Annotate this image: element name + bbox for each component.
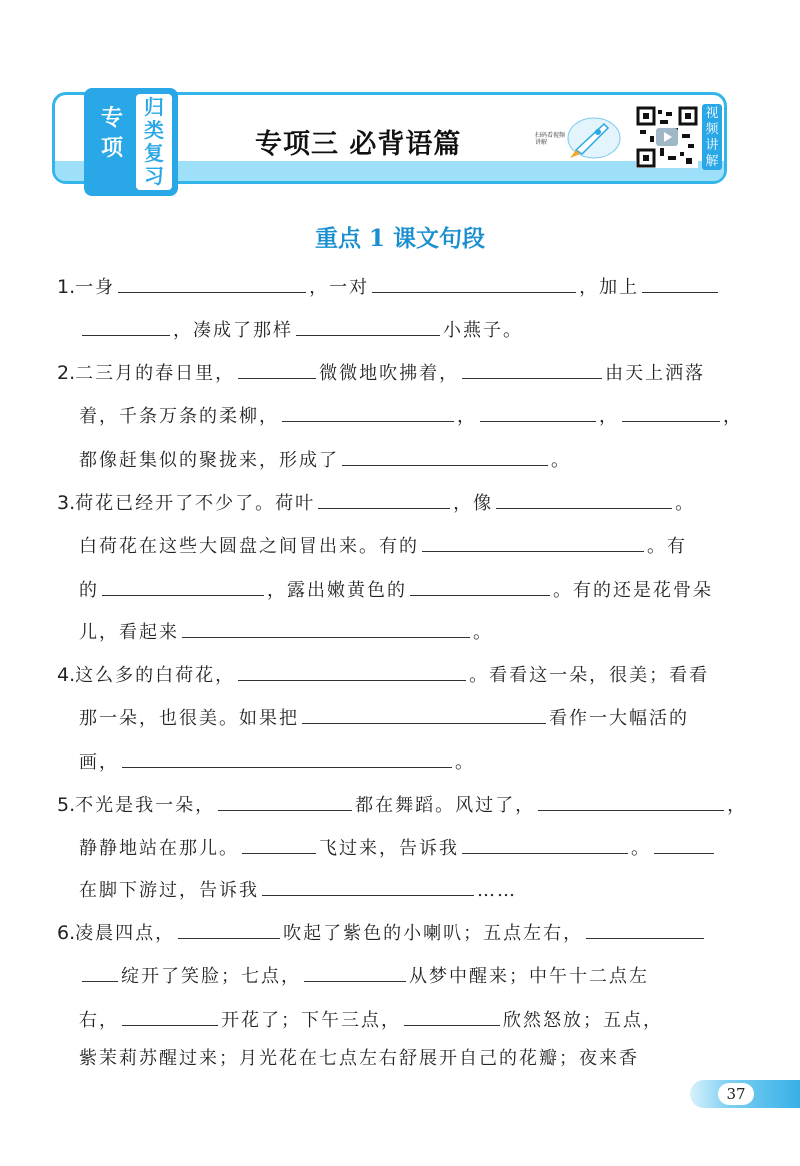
fill-blank[interactable] xyxy=(262,877,474,896)
question-number: 4. xyxy=(57,664,76,686)
fill-blank[interactable] xyxy=(304,963,406,982)
q6-line-3 xyxy=(79,1006,740,1036)
qr-caption: 扫码看视频讲解 xyxy=(535,132,566,146)
q-text: 欣然怒放；五点， xyxy=(503,1010,663,1031)
q-text: 不光是我一朵， xyxy=(75,795,216,816)
fill-blank[interactable] xyxy=(496,490,672,509)
q4-line-2 xyxy=(79,704,740,734)
fill-blank[interactable] xyxy=(178,920,280,939)
tag-sub-char: 复 xyxy=(144,141,164,165)
fill-blank[interactable] xyxy=(372,274,576,293)
q-text: 开花了；下午三点， xyxy=(221,1010,401,1031)
q-text: ，像 xyxy=(453,493,494,514)
q-text: 由天上洒落 xyxy=(605,363,706,384)
q-text: ，露出嫩黄色的 xyxy=(267,580,407,601)
question-number: 1. xyxy=(57,276,76,298)
q-text: ， xyxy=(727,795,748,816)
q-text: 看作一大幅活的 xyxy=(549,708,689,729)
q2-line-3 xyxy=(79,446,740,476)
q-text: 。有 xyxy=(647,536,687,557)
fill-blank[interactable] xyxy=(282,403,454,422)
q-text: ， xyxy=(723,406,743,427)
fill-blank[interactable] xyxy=(622,403,720,422)
video-tag-char: 解 xyxy=(705,154,719,169)
q-text: 都在舞蹈。风过了， xyxy=(355,795,536,816)
qr-code-icon[interactable] xyxy=(636,106,698,168)
question-number: 3. xyxy=(57,492,76,514)
fill-blank[interactable] xyxy=(342,447,548,466)
q-text: 画， xyxy=(79,752,119,773)
q-text: 吹起了紫色的小喇叭；五点左右， xyxy=(283,923,584,944)
q-text: 凌晨四点， xyxy=(75,923,176,944)
video-tag-char: 视 xyxy=(705,106,719,121)
tag-main-char: 专 xyxy=(100,106,123,131)
q-text: 。 xyxy=(631,838,651,859)
q5-line-3 xyxy=(79,876,740,906)
q5-line-1 xyxy=(57,790,748,820)
q6-line-4 xyxy=(79,1044,740,1074)
q-text: 。 xyxy=(675,493,696,514)
q-text: 。 xyxy=(551,450,571,471)
q-text: 静静地站在那儿。 xyxy=(79,838,239,859)
q-text: ，一对 xyxy=(309,277,370,298)
rocket-icon xyxy=(562,112,622,164)
q-text: 着，千条万条的柔柳， xyxy=(79,406,279,427)
q-text: 二三月的春日里， xyxy=(75,363,236,384)
q-text: ，加上 xyxy=(579,277,640,298)
fill-blank[interactable] xyxy=(218,792,352,811)
q-text: 那一朵，也很美。如果把 xyxy=(79,708,299,729)
video-tag-char: 讲 xyxy=(705,138,719,153)
category-tag-main xyxy=(92,104,132,164)
category-tag-sub xyxy=(138,96,170,188)
fill-blank[interactable] xyxy=(82,317,170,336)
q-text: 。 xyxy=(455,752,475,773)
fill-blank[interactable] xyxy=(296,317,440,336)
fill-blank[interactable] xyxy=(422,533,644,552)
q-text: 。 xyxy=(473,622,493,643)
q-text: 儿，看起来 xyxy=(79,622,179,643)
fill-blank[interactable] xyxy=(318,490,450,509)
page-number: 37 xyxy=(718,1083,754,1105)
q6-line-1 xyxy=(57,918,740,948)
q-text: 。有的还是花骨朵 xyxy=(553,580,713,601)
q2-line-2 xyxy=(79,402,743,432)
fill-blank[interactable] xyxy=(462,360,602,379)
q-text: 的 xyxy=(79,580,99,601)
question-number: 2. xyxy=(57,362,76,384)
video-tag-char: 频 xyxy=(705,122,719,137)
fill-blank[interactable] xyxy=(122,749,452,768)
fill-blank[interactable] xyxy=(642,274,718,293)
tag-main-char: 项 xyxy=(100,136,123,161)
q-text: 都像赶集似的聚拢来，形成了 xyxy=(79,450,339,471)
fill-blank[interactable] xyxy=(410,577,550,596)
fill-blank[interactable] xyxy=(182,619,470,638)
video-tag-text xyxy=(702,106,722,170)
fill-blank[interactable] xyxy=(238,360,316,379)
fill-blank[interactable] xyxy=(302,705,546,724)
q4-line-1 xyxy=(57,660,740,690)
fill-blank[interactable] xyxy=(242,835,316,854)
q-text: 这么多的白荷花， xyxy=(75,665,236,686)
tag-sub-char: 类 xyxy=(144,118,164,142)
fill-blank[interactable] xyxy=(82,963,118,982)
q-text: 紫茉莉苏醒过来；月光花在七点左右舒展开自己的花瓣；夜来香 xyxy=(79,1048,639,1069)
fill-blank[interactable] xyxy=(238,662,466,681)
q-text: 一身 xyxy=(75,277,116,298)
fill-blank[interactable] xyxy=(538,792,724,811)
fill-blank[interactable] xyxy=(102,577,264,596)
q-text: 白荷花在这些大圆盘之间冒出来。有的 xyxy=(79,536,419,557)
q-text: …… xyxy=(477,880,517,901)
q-text: 在脚下游过，告诉我 xyxy=(79,880,259,901)
question-number: 5. xyxy=(57,794,76,816)
q3-line-4 xyxy=(79,618,740,648)
q-text: 右， xyxy=(79,1010,119,1031)
fill-blank[interactable] xyxy=(586,920,704,939)
q-text: ， xyxy=(457,406,477,427)
q1-line-1 xyxy=(57,272,740,302)
q3-line-2 xyxy=(79,532,740,562)
fill-blank[interactable] xyxy=(654,835,714,854)
q6-line-2 xyxy=(79,962,740,992)
q-text: 微微地吹拂着， xyxy=(319,363,460,384)
fill-blank[interactable] xyxy=(404,1007,500,1026)
fill-blank[interactable] xyxy=(122,1007,218,1026)
fill-blank[interactable] xyxy=(462,835,628,854)
section-heading: 重点 1 课文句段 xyxy=(314,225,486,252)
q3-line-1 xyxy=(57,488,740,518)
q-text: ， xyxy=(599,406,619,427)
tag-sub-char: 习 xyxy=(144,164,164,188)
q3-line-3 xyxy=(79,576,740,606)
q-text: 从梦中醒来；中午十二点左 xyxy=(409,966,649,987)
q1-line-2 xyxy=(79,316,740,346)
q-text: 。看看这一朵，很美；看看 xyxy=(469,665,710,686)
q-text: 小燕子。 xyxy=(443,320,523,341)
q-text: ，凑成了那样 xyxy=(173,320,293,341)
q4-line-3 xyxy=(79,748,740,778)
fill-blank[interactable] xyxy=(480,403,596,422)
q2-line-1 xyxy=(57,358,740,388)
q5-line-2 xyxy=(79,834,740,864)
fill-blank[interactable] xyxy=(118,274,306,293)
q-text: 荷花已经开了不少了。荷叶 xyxy=(75,493,316,514)
question-number: 6. xyxy=(57,922,76,944)
q-text: 飞过来，告诉我 xyxy=(319,838,459,859)
q-text: 绽开了笑脸；七点， xyxy=(121,966,301,987)
banner-title: 专项三 必背语篇 xyxy=(255,129,462,160)
tag-sub-char: 归 xyxy=(144,95,164,119)
